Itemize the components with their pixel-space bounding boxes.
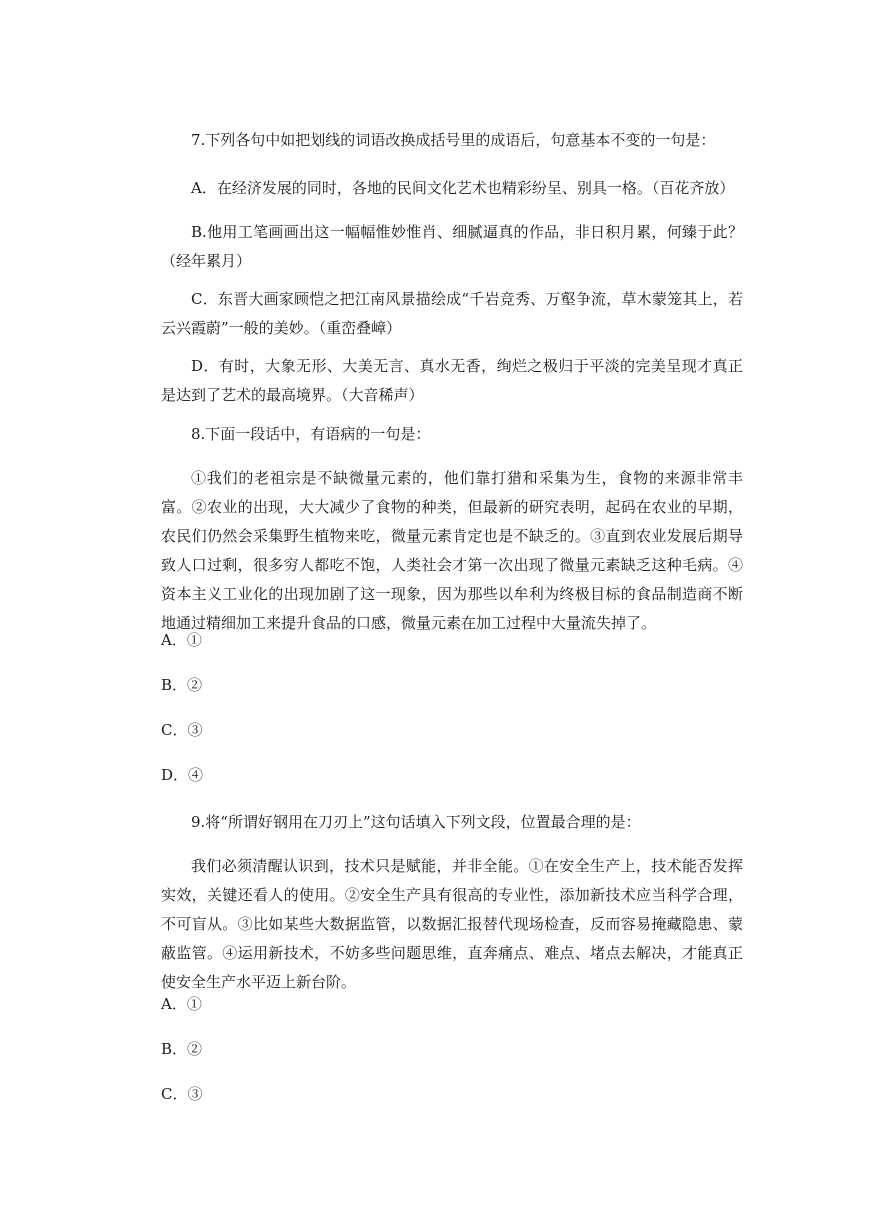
- question-7-option-d: D．有时，大象无形、大美无言、真水无香，绚烂之极归于平淡的完美呈现才真正是达到了艺术的最高境界。（大音稀声）: [161, 357, 743, 404]
- question-9-option-a: A．①: [161, 995, 202, 1013]
- question-8-option-c: C．③: [161, 721, 203, 739]
- question-9-option-b: B．②: [161, 1040, 203, 1058]
- question-9-stem: 9.将“所谓好钢用在刀刃上”这句话填入下列文段，位置最合理的是：: [191, 813, 641, 831]
- question-9-option-c: C．③: [161, 1085, 203, 1103]
- question-9-passage: 我们必须清醒认识到，技术只是赋能，并非全能。①在安全生产上，技术能否发挥实效，关键还看人的使用。②安全生产具有很高的专业性，添加新技术应当科学合理，不可盲从。③比如某些大数据监管，以数据汇报替代现场检查，反而容易掩藏隐患、蒙蔽监管。④运用新技术，不妨多些问题思维，直奔痛点、难点、堵点去解决，才能真正使安全生产水平迈上新台阶。: [161, 857, 743, 991]
- question-8-option-b: B．②: [161, 676, 203, 694]
- question-8-stem: 8.下面一段话中，有语病的一句是：: [191, 425, 431, 443]
- question-7-option-b: B.他用工笔画画出这一幅幅惟妙惟肖、细腻逼真的作品，非日积月累，何臻于此？（经年累月）: [161, 223, 743, 270]
- question-8-passage: ①我们的老祖宗是不缺微量元素的，他们靠打猎和采集为生，食物的来源非常丰富。②农业的出现，大大减少了食物的种类，但最新的研究表明，起码在农业的早期，农民们仍然会采集野生植物来吃，微量元素肯定也是不缺乏的。③直到农业发展后期导致人口过剩，很多穷人都吃不饱，人类社会才第一次出现了微量元素缺乏这种毛病。④资本主义工业化的出现加剧了这一现象，因为那些以牟利为终极目标的食品制造商不断地通过精细加工来提升食品的口感，微量元素在加工过程中大量流失掉了。: [161, 469, 743, 632]
- question-7-stem: 7.下列各句中如把划线的词语改换成括号里的成语后，句意基本不变的一句是：: [191, 131, 716, 149]
- question-8-option-a: A．①: [161, 631, 202, 649]
- question-8-option-d: D．④: [161, 766, 204, 784]
- question-7-option-c: C．东晋大画家顾恺之把江南风景描绘成“千岩竞秀、万壑争流，草木蒙笼其上，若云兴霞蔚”一般的美妙。（重峦叠嶂）: [161, 290, 743, 337]
- question-7-option-a: A．在经济发展的同时，各地的民间文化艺术也精彩纷呈、别具一格。（百花齐放）: [191, 179, 735, 197]
